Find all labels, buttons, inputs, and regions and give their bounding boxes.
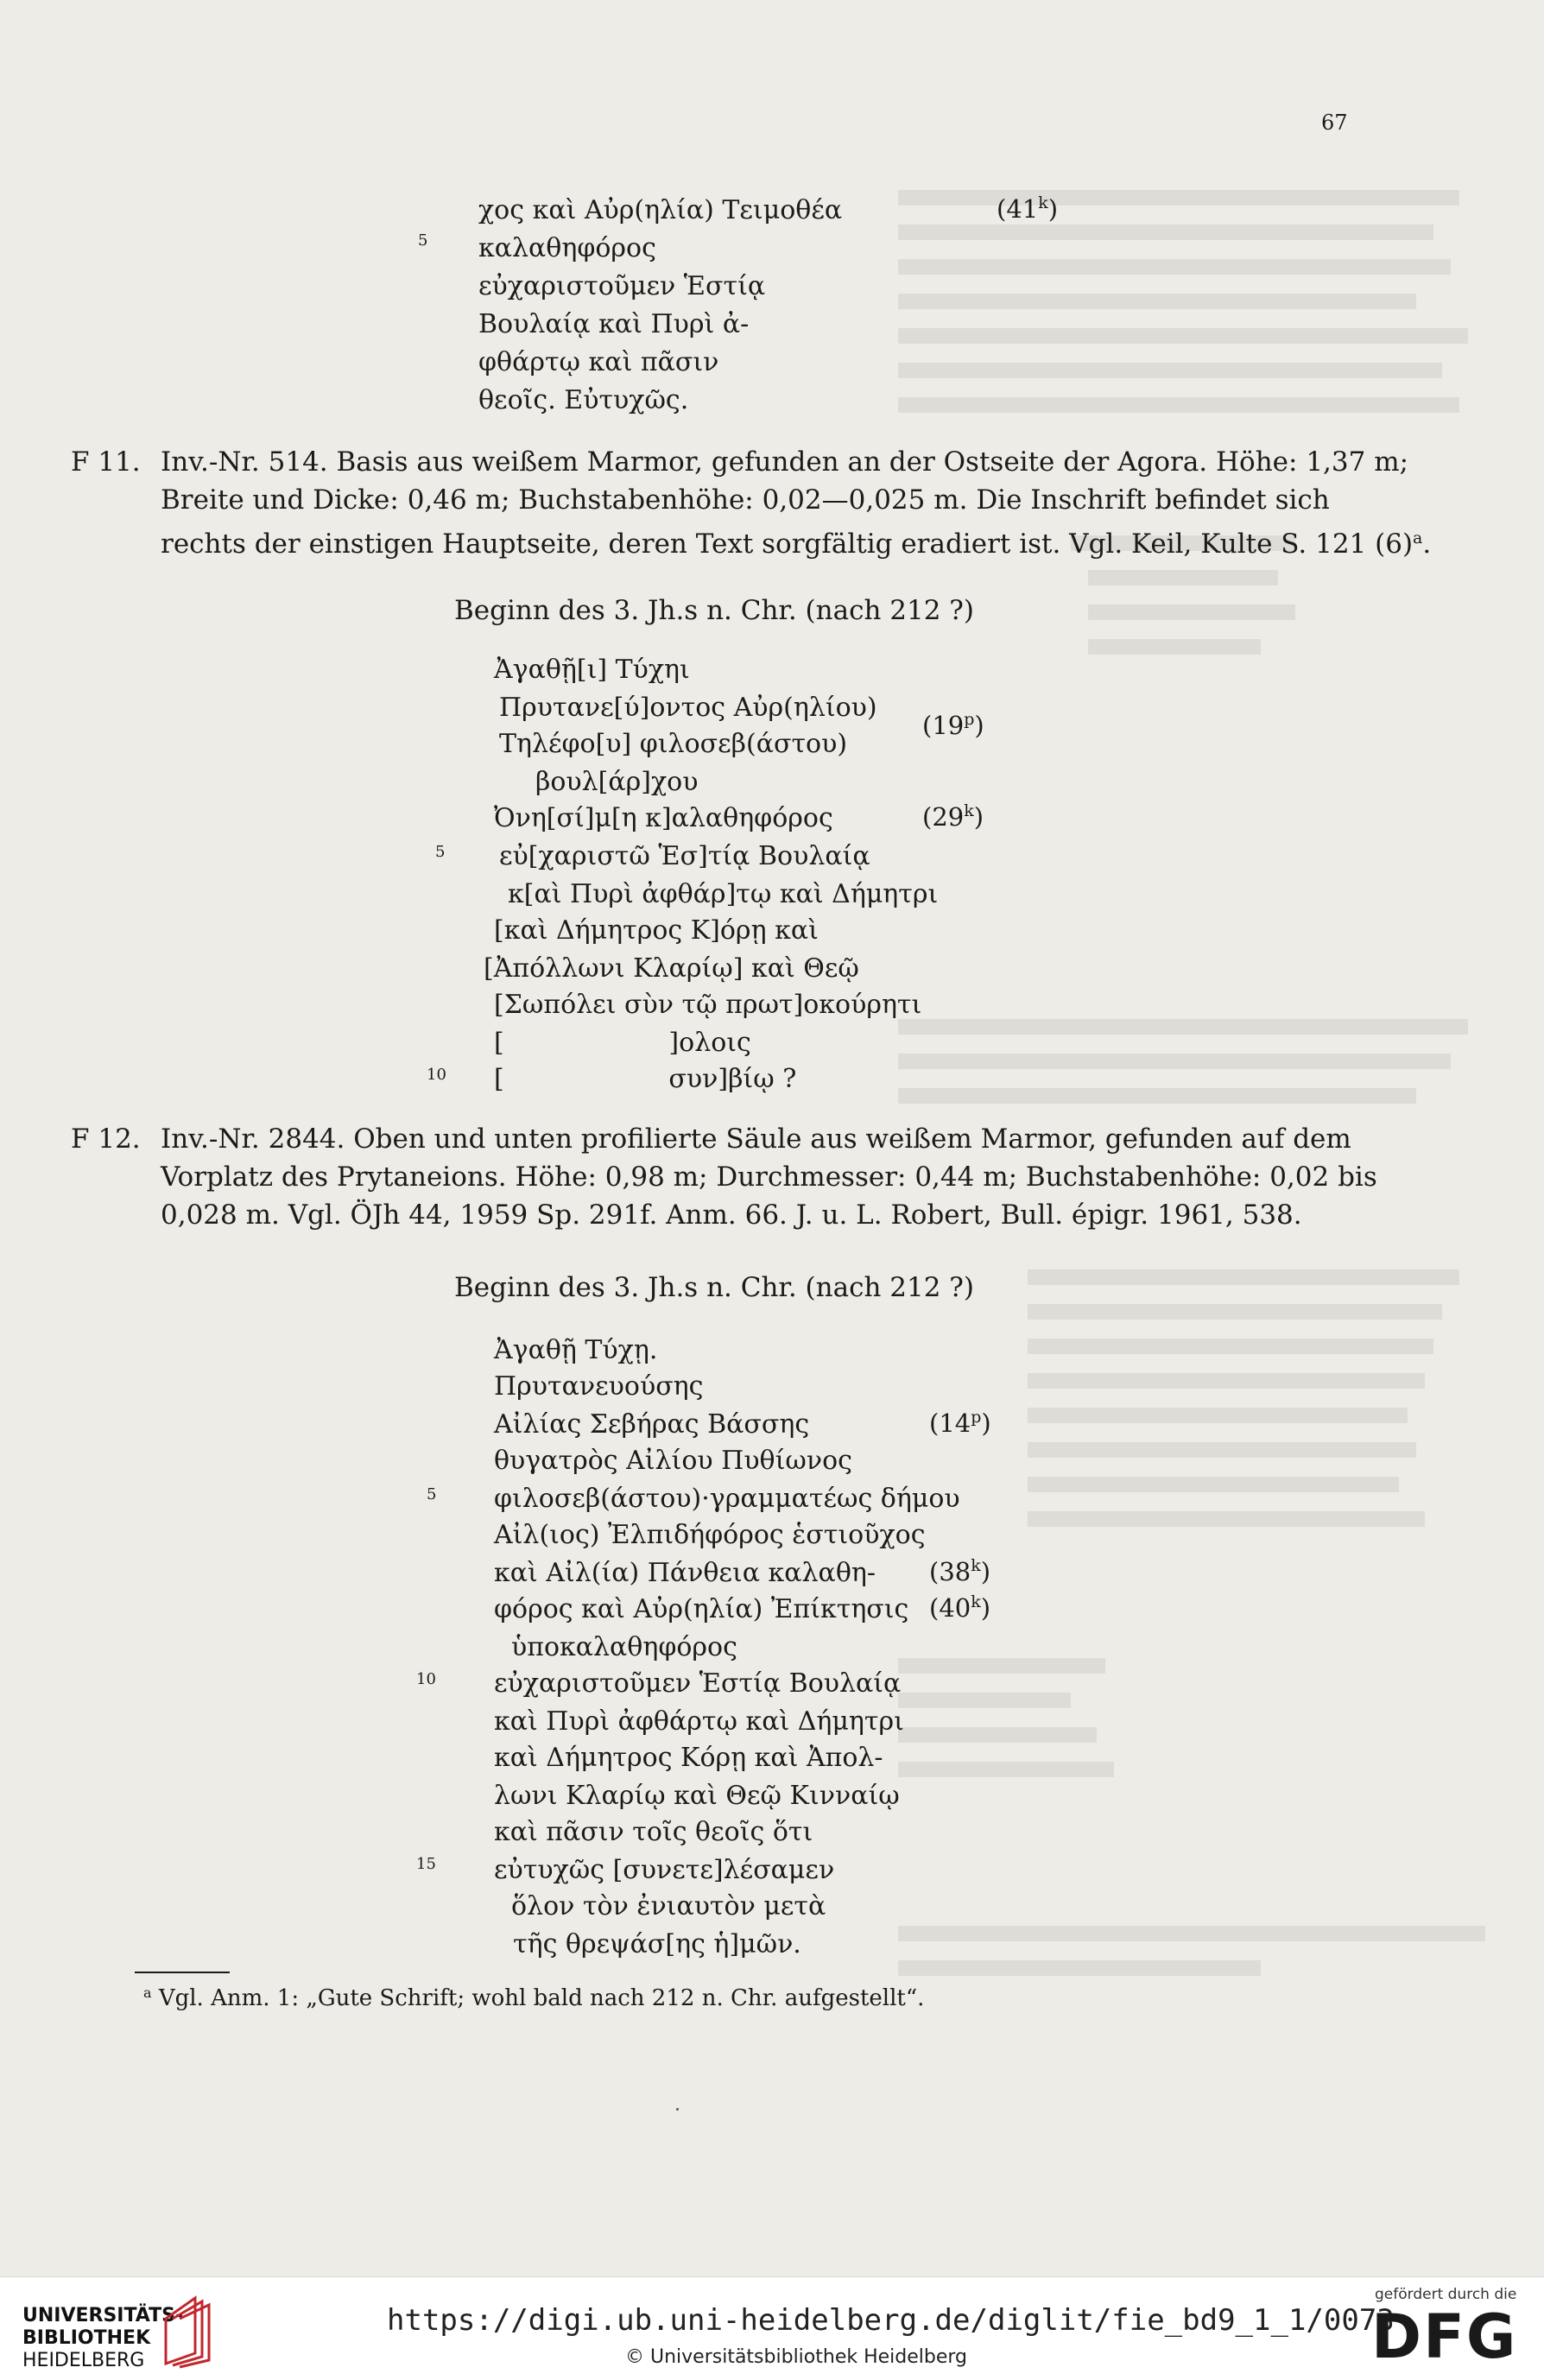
inscription-line: Ἀγαθῇ[ι] Τύχηι xyxy=(494,655,690,685)
line-number: 10 xyxy=(427,1066,446,1084)
inscription-line: Ὀνη[σί]μ[η κ]αλαθηφόρος xyxy=(494,803,833,833)
dating-line: Beginn des 3. Jh.s n. Chr. (nach 212 ?) xyxy=(454,595,975,626)
footnote xyxy=(143,1984,924,2011)
copyright-notice: © Universitätsbibliothek Heidelberg xyxy=(625,2346,968,2368)
inscription-line: καὶ Πυρὶ ἀφθάρτῳ καὶ Δήμητρι xyxy=(494,1706,904,1737)
inscription-line: φθάρτῳ καὶ πᾶσιν xyxy=(478,347,719,377)
inscription-line: Αἰλίας Σεβήρας Βάσσης xyxy=(494,1409,810,1440)
description-line: Inv.-Nr. 514. Basis aus weißem Marmor, gefunden an der Ostseite der Agora. Höhe: 1,37 m; xyxy=(161,446,1409,478)
description-line: Breite und Dicke: 0,46 m; Buchstabenhöhe: 0,02—0,025 m. Die Inschrift befindet sich xyxy=(161,484,1330,516)
inscription-line: ὅλον τὸν ἐνιαυτὸν μετὰ xyxy=(511,1891,826,1921)
reference-marker: (19$^p$) xyxy=(922,710,984,740)
footnote-mark: a xyxy=(143,1984,152,2001)
inscription-line: Πρυτανε[ύ]οντος Αὐρ(ηλίου) xyxy=(499,693,877,723)
inscription-line: [ συν]βίῳ ? xyxy=(494,1064,797,1094)
inscription-line: λωνι Κλαρίῳ καὶ Θεῷ Κινναίῳ xyxy=(494,1781,900,1811)
library-logo-text: UNIVERSITÄTS- BIBLIOTHEK HEIDELBERG xyxy=(22,2305,184,2371)
footnote-marker: a xyxy=(1413,529,1423,548)
inscription-line: φιλοσεβ(άστου)·γραμματέως δήμου xyxy=(494,1484,960,1514)
inscription-line: καὶ Αἰλ(ία) Πάνθεια καλαθη- xyxy=(494,1558,876,1588)
description-line: Vorplatz des Prytaneions. Höhe: 0,98 m; Durchmesser: 0,44 m; Buchstabenhöhe: 0,02 bis xyxy=(161,1162,1377,1193)
inscription-line: καὶ πᾶσιν τοῖς θεοῖς ὅτι xyxy=(494,1817,813,1847)
inscription-line: [Σωπόλει σὺν τῷ πρωτ]οκούρητι xyxy=(494,990,922,1020)
inscription-line: χος καὶ Αὐρ(ηλία) Τειμοθέα xyxy=(478,195,843,225)
reference-marker: (41$^k$) xyxy=(997,193,1059,224)
inscription-line: Αἰλ(ιος) Ἐλπιδήφόρος ἑστιοῦχος xyxy=(494,1520,926,1550)
line-number: 15 xyxy=(416,1855,436,1873)
inscription-line: [ ]ολοις xyxy=(494,1028,751,1058)
entry-label: F 12. xyxy=(71,1124,141,1155)
inscription-line: Τηλέφο[υ] φιλοσεβ(άστου) xyxy=(499,729,848,759)
description-line: rechts der einstigen Hauptseite, deren Text sorgfältig eradiert ist. Vgl. Keil, Kulte S. 121 $(6)^a$. xyxy=(161,529,1432,560)
inscription-line: [καὶ Δήμητρος Κ]όρῃ καὶ xyxy=(494,915,819,946)
inscription-line: Ἀγαθῇ Τύχῃ. xyxy=(494,1335,658,1365)
page-url-link[interactable]: https://digi.ub.uni-heidelberg.de/diglit/fie_bd9_1_1/0073 xyxy=(387,2303,1395,2338)
library-book-icon xyxy=(161,2293,214,2369)
entry-label: F 11. xyxy=(71,446,141,478)
inscription-line: εὐτυχῶς [συνετε]λέσαμεν xyxy=(494,1855,835,1885)
inscription-line: βουλ[άρ]χου xyxy=(535,767,699,797)
line-number: 10 xyxy=(416,1670,436,1688)
inscription-line: Βουλαίᾳ καὶ Πυρὶ ἀ- xyxy=(478,309,750,339)
inscription-line: εὐ[χαριστῶ Ἑσ]τίᾳ Βουλαίᾳ xyxy=(499,841,870,871)
inscription-line: κ[αὶ Πυρὶ ἀφθάρ]τῳ καὶ Δήμητρι xyxy=(508,879,939,909)
inscription-line: καὶ Δήμητρος Κόρῃ καὶ Ἀπολ- xyxy=(494,1743,883,1773)
inscription-line: [Ἀπόλλωνι Κλαρίῳ] καὶ Θεῷ xyxy=(484,953,859,984)
line-number: 5 xyxy=(435,843,446,861)
inscription-line: Πρυτανευούσης xyxy=(494,1371,704,1402)
inscription-line: ὑποκαλαθηφόρος xyxy=(511,1632,737,1662)
line-number: 5 xyxy=(418,231,428,250)
inscription-line: καλαθηφόρος xyxy=(478,233,656,263)
dfg-caption: gefördert durch die xyxy=(1375,2286,1517,2303)
dating-line: Beginn des 3. Jh.s n. Chr. (nach 212 ?) xyxy=(454,1272,975,1303)
line-number: 5 xyxy=(427,1485,437,1503)
footnote-rule xyxy=(135,1972,230,1973)
footnote-text: Vgl. Anm. 1: „Gute Schrift; wohl bald nach 212 n. Chr. aufgestellt“. xyxy=(158,1985,925,2011)
inscription-line: τῆς θρεψάσ[ης ἡ]μῶν. xyxy=(513,1929,801,1959)
page-number: 67 xyxy=(1321,111,1348,135)
reference-marker: (40$^k$) xyxy=(929,1592,991,1623)
description-line: Inv.-Nr. 2844. Oben und unten profilierte Säule aus weißem Marmor, gefunden auf dem xyxy=(161,1124,1351,1155)
reference-marker: (14$^p$) xyxy=(929,1408,991,1438)
inscription-line: εὐχαριστοῦμεν Ἑστίᾳ Βουλαίᾳ xyxy=(494,1668,902,1699)
scan-speck xyxy=(676,2108,679,2111)
reference-marker: (38$^k$) xyxy=(929,1556,991,1586)
inscription-line: φόρος καὶ Αὐρ(ηλία) Ἐπίκτησις xyxy=(494,1594,909,1624)
reference-marker: (29$^k$) xyxy=(922,801,984,832)
digitization-footer xyxy=(0,2276,1544,2380)
dfg-logo: DFG xyxy=(1371,2301,1518,2372)
inscription-line: θεοῖς. Εὐτυχῶς. xyxy=(478,385,689,415)
description-line: 0,028 m. Vgl. ÖJh 44, 1959 Sp. 291f. Anm. 66. J. u. L. Robert, Bull. épigr. 1961, 538. xyxy=(161,1199,1302,1231)
inscription-line: θυγατρὸς Αἰλίου Πυθίωνος xyxy=(494,1446,852,1476)
inscription-line: εὐχαριστοῦμεν Ἑστίᾳ xyxy=(478,271,766,301)
